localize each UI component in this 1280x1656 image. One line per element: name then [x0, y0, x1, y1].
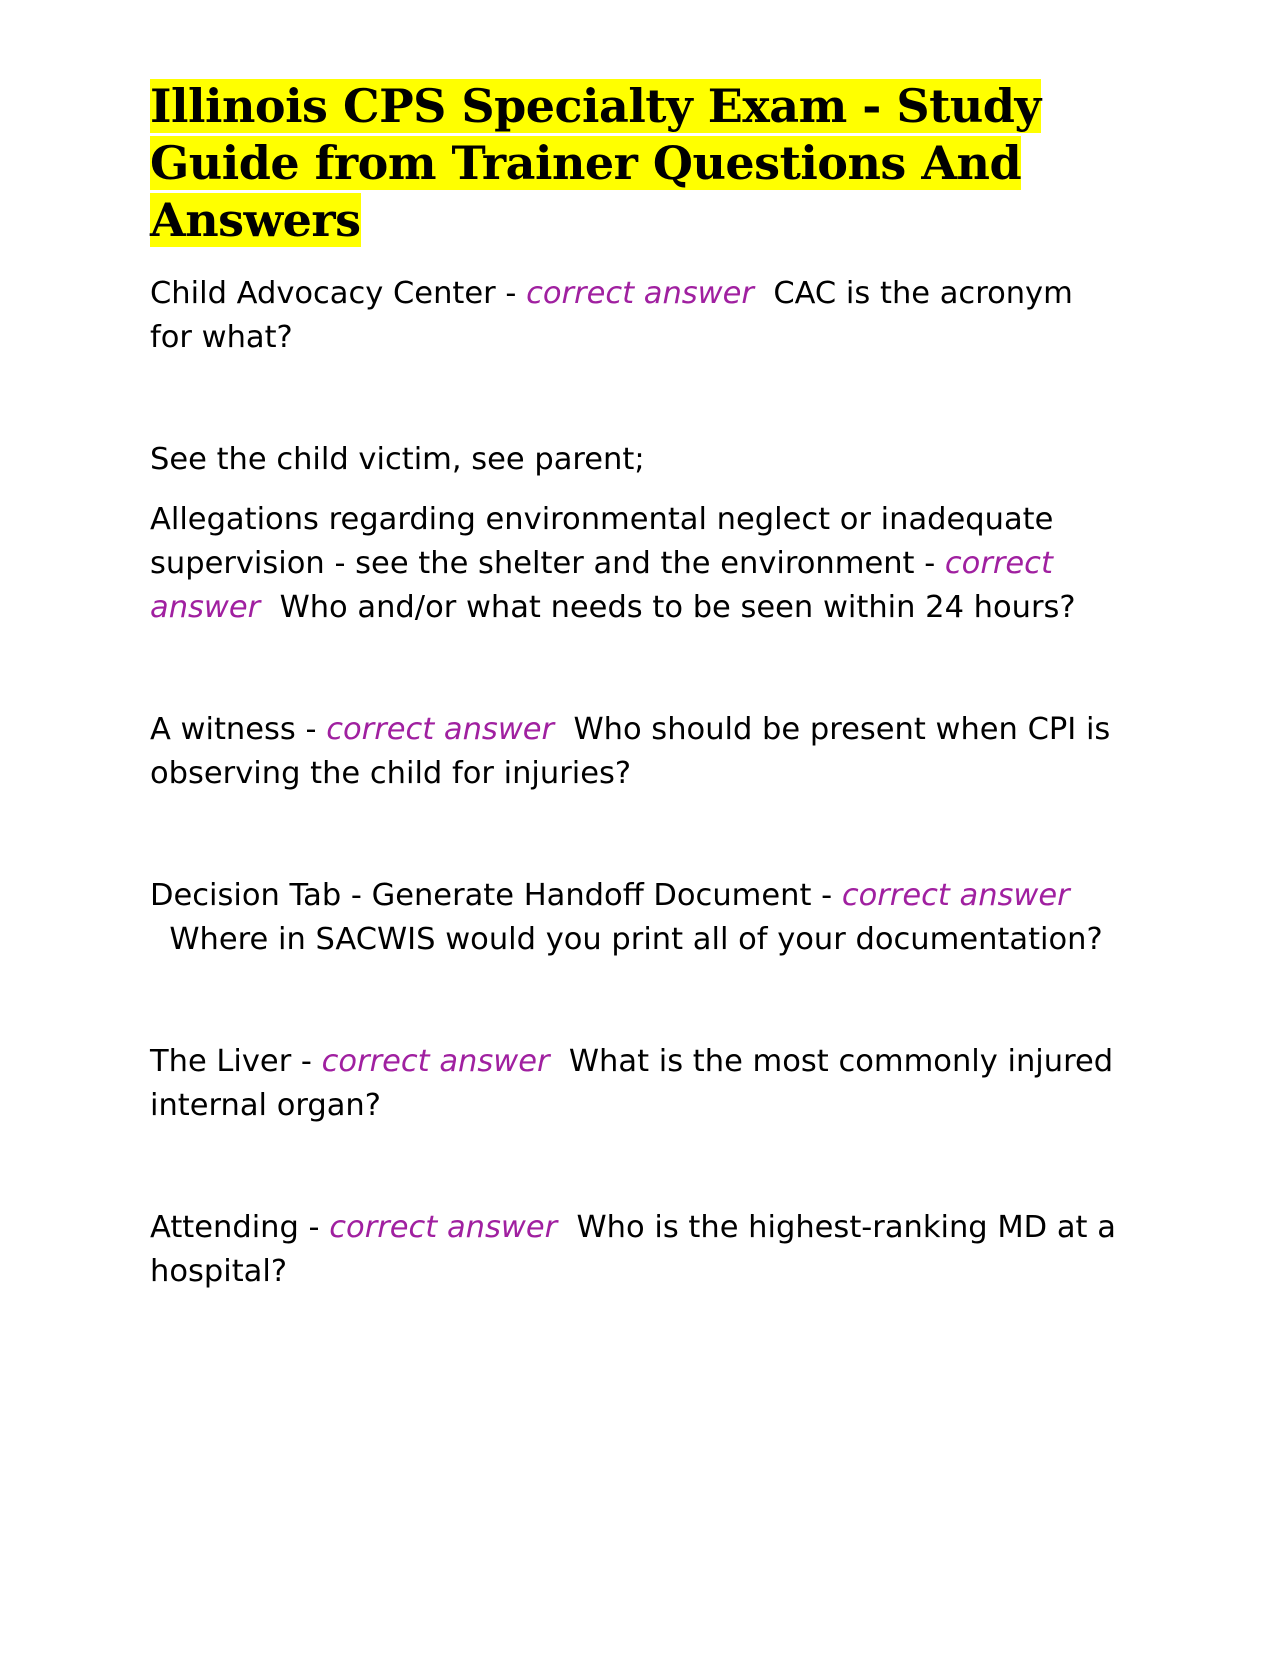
qa-item-4 — [150, 874, 1120, 962]
qa-item-3 — [150, 708, 1120, 796]
correct-answer-marker: correct answer — [329, 1210, 558, 1245]
qa-item-5 — [150, 1040, 1120, 1128]
answer-text: Attending - — [150, 1210, 330, 1245]
correct-answer-marker: correct answer — [526, 276, 754, 311]
document-page — [150, 78, 1120, 1294]
question-text: Who should be present when CPI is observing the child for injuries? — [150, 712, 1111, 791]
correct-answer-marker: correct answer — [326, 712, 555, 747]
question-text: Who is the highest-ranking MD at a hospital? — [150, 1210, 1116, 1289]
correct-answer-marker: correct answer — [321, 1044, 550, 1079]
question-text: Where in SACWIS would you print all of your documentation? — [169, 922, 1103, 957]
answer-text: See the child victim, see parent; — [150, 442, 645, 477]
answer-text: Decision Tab - Generate Handoff Document - — [150, 878, 842, 913]
qa-item-2 — [150, 498, 1120, 630]
answer-text: Child Advocacy Center - — [150, 276, 527, 311]
question-text: Who and/or what needs to be seen within 24 hours? — [279, 590, 1076, 625]
title-highlight: Illinois CPS Specialty Exam - Study Guide from Trainer Questions And Answers — [150, 79, 1041, 247]
answer-text: Allegations regarding environmental neglect or inadequate supervision - see the shelter and the environment - — [150, 502, 1054, 581]
answer-text: A witness - — [150, 712, 327, 747]
qa-item-1 — [150, 272, 1120, 360]
qa-item-6 — [150, 1206, 1120, 1294]
question-text: What is the most commonly injured internal organ? — [150, 1044, 1114, 1123]
document-title — [150, 78, 1120, 249]
correct-answer-marker: correct answer — [841, 878, 1070, 913]
correct-answer-marker: correct answer — [150, 546, 1053, 625]
qa-item-2-line-1 — [150, 438, 1120, 482]
answer-text: The Liver - — [150, 1044, 322, 1079]
question-text: CAC is the acronym for what? — [150, 276, 1073, 355]
